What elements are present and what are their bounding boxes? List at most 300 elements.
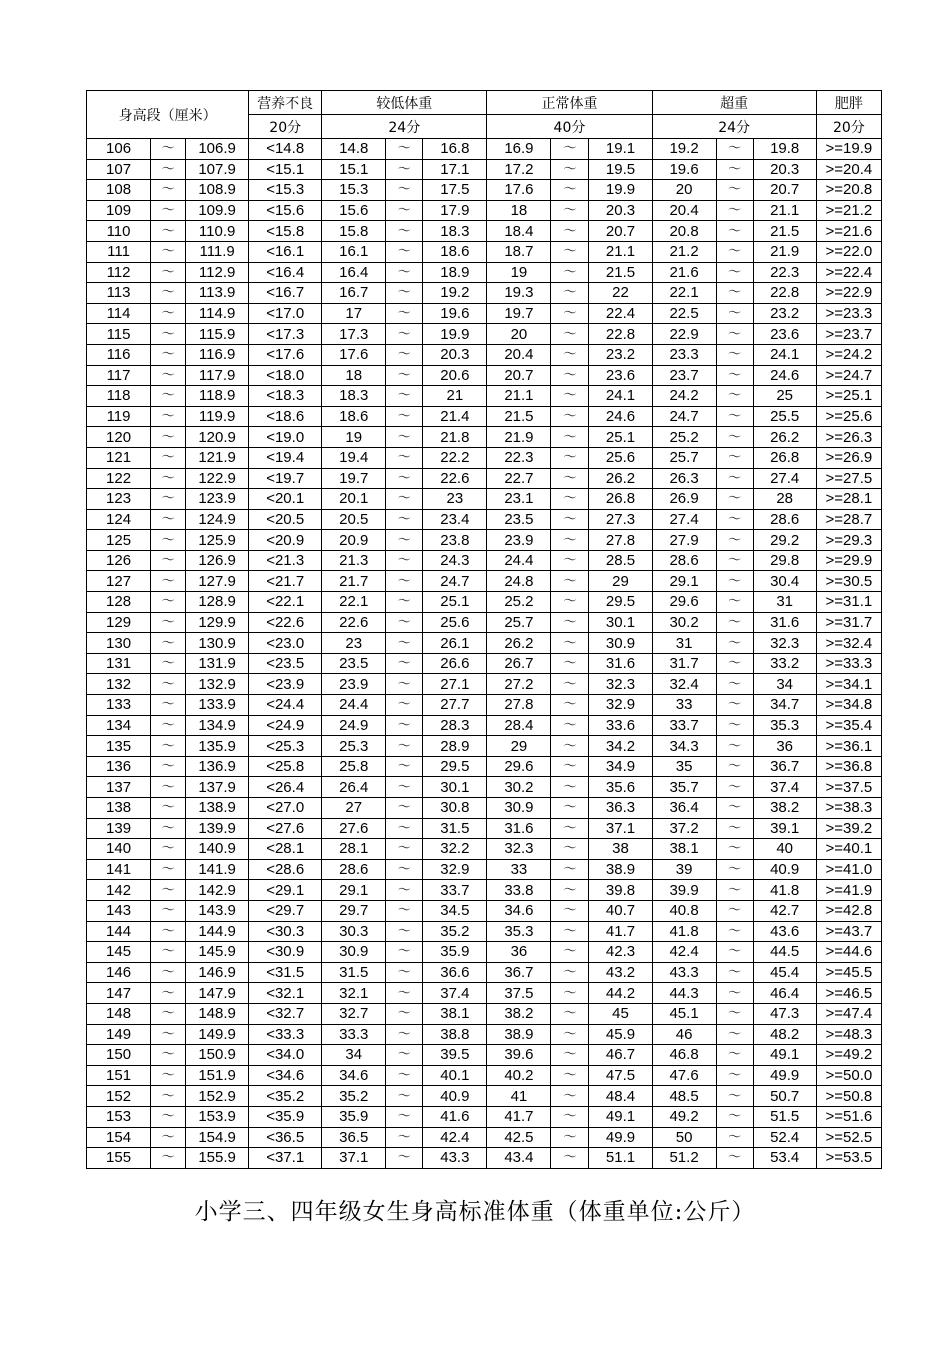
low-weight-min: 34: [322, 1045, 386, 1066]
height-from: 122: [87, 468, 151, 489]
range-separator: ～: [551, 1086, 589, 1107]
normal-weight-max: 29.5: [589, 592, 652, 613]
height-to: 131.9: [186, 653, 249, 674]
range-separator: ～: [386, 386, 423, 407]
normal-weight-max: 49.9: [589, 1127, 652, 1148]
normal-weight-max: 25.1: [589, 427, 652, 448]
normal-weight-max: 22.4: [589, 303, 652, 324]
range-separator: ～: [386, 509, 423, 530]
height-range-header: 身高段（厘米）: [87, 91, 249, 139]
range-separator: ～: [551, 674, 589, 695]
range-separator: ～: [386, 489, 423, 510]
normal-weight-max: 36.3: [589, 798, 652, 819]
table-row: [87, 859, 882, 880]
low-weight-max: 36.6: [423, 962, 487, 983]
low-weight-max: 19.6: [423, 303, 487, 324]
table-row: [87, 200, 882, 221]
overweight-max: 29.2: [753, 530, 816, 551]
overweight-max: 49.1: [753, 1045, 816, 1066]
table-row: [87, 550, 882, 571]
height-to: 146.9: [186, 962, 249, 983]
range-separator: ～: [151, 324, 186, 345]
range-separator: ～: [151, 468, 186, 489]
normal-weight-min: 18.4: [487, 221, 551, 242]
obese-value: >=40.1: [816, 839, 881, 860]
obese-value: >=44.6: [816, 942, 881, 963]
normal-weight-max: 23.2: [589, 344, 652, 365]
range-separator: ～: [151, 777, 186, 798]
range-separator: ～: [151, 1024, 186, 1045]
range-separator: ～: [151, 344, 186, 365]
normal-weight-min: 18: [487, 200, 551, 221]
height-to: 123.9: [186, 489, 249, 510]
low-weight-min: 34.6: [322, 1065, 386, 1086]
normal-weight-max: 33.6: [589, 715, 652, 736]
low-weight-max: 23: [423, 489, 487, 510]
normal-weight-max: 25.6: [589, 447, 652, 468]
range-separator: ～: [551, 612, 589, 633]
normal-weight-max: 43.2: [589, 962, 652, 983]
range-separator: ～: [386, 1024, 423, 1045]
overweight-min: 28.6: [652, 550, 716, 571]
obese-value: >=24.2: [816, 344, 881, 365]
low-weight-max: 31.5: [423, 818, 487, 839]
overweight-min: 45.1: [652, 1003, 716, 1024]
table-row: [87, 592, 882, 613]
overweight-max: 34: [753, 674, 816, 695]
range-separator: ～: [551, 303, 589, 324]
range-separator: ～: [551, 1106, 589, 1127]
range-separator: ～: [386, 736, 423, 757]
table-row: [87, 736, 882, 757]
height-to: 108.9: [186, 180, 249, 201]
low-weight-min: 27: [322, 798, 386, 819]
low-weight-max: 21.4: [423, 406, 487, 427]
height-from: 123: [87, 489, 151, 510]
low-weight-min: 16.1: [322, 241, 386, 262]
range-separator: ～: [386, 468, 423, 489]
normal-weight-min: 33.8: [487, 880, 551, 901]
low-weight-min: 30.3: [322, 921, 386, 942]
normal-weight-min: 29.6: [487, 756, 551, 777]
range-separator: ～: [386, 633, 423, 654]
height-to: 122.9: [186, 468, 249, 489]
height-from: 149: [87, 1024, 151, 1045]
range-separator: ～: [386, 1065, 423, 1086]
height-from: 129: [87, 612, 151, 633]
overweight-max: 21.1: [753, 200, 816, 221]
malnutrition-value: <15.1: [249, 159, 322, 180]
obese-value: >=50.0: [816, 1065, 881, 1086]
normal-weight-max: 38: [589, 839, 652, 860]
overweight-min: 21.6: [652, 262, 716, 283]
range-separator: ～: [716, 406, 753, 427]
range-separator: ～: [386, 1148, 423, 1169]
height-to: 111.9: [186, 241, 249, 262]
height-to: 148.9: [186, 1003, 249, 1024]
range-separator: ～: [551, 1148, 589, 1169]
table-row: [87, 303, 882, 324]
range-separator: ～: [716, 1024, 753, 1045]
overweight-min: 31: [652, 633, 716, 654]
range-separator: ～: [716, 756, 753, 777]
height-to: 152.9: [186, 1086, 249, 1107]
normal-weight-max: 37.1: [589, 818, 652, 839]
range-separator: ～: [151, 715, 186, 736]
malnutrition-value: <19.7: [249, 468, 322, 489]
overweight-min: 29.1: [652, 571, 716, 592]
overweight-min: 26.9: [652, 489, 716, 510]
normal-weight-max: 30.1: [589, 612, 652, 633]
low-weight-min: 24.4: [322, 695, 386, 716]
low-weight-max: 17.5: [423, 180, 487, 201]
low-weight-min: 15.8: [322, 221, 386, 242]
range-separator: ～: [551, 592, 589, 613]
malnutrition-value: <15.6: [249, 200, 322, 221]
malnutrition-value: <19.0: [249, 427, 322, 448]
range-separator: ～: [151, 221, 186, 242]
obese-value: >=32.4: [816, 633, 881, 654]
range-separator: ～: [551, 344, 589, 365]
range-separator: ～: [386, 756, 423, 777]
height-to: 141.9: [186, 859, 249, 880]
normal-weight-max: 26.8: [589, 489, 652, 510]
range-separator: ～: [551, 509, 589, 530]
table-row: [87, 530, 882, 551]
malnutrition-value: <37.1: [249, 1148, 322, 1169]
low-weight-min: 14.8: [322, 139, 386, 160]
height-to: 136.9: [186, 756, 249, 777]
height-to: 134.9: [186, 715, 249, 736]
overweight-max: 26.2: [753, 427, 816, 448]
low-weight-max: 21.8: [423, 427, 487, 448]
low-weight-max: 21: [423, 386, 487, 407]
overweight-min: 51.2: [652, 1148, 716, 1169]
obese-value: >=45.5: [816, 962, 881, 983]
malnutrition-value: <36.5: [249, 1127, 322, 1148]
normal-weight-min: 21.9: [487, 427, 551, 448]
normal-weight-min: 28.4: [487, 715, 551, 736]
malnutrition-value: <26.4: [249, 777, 322, 798]
range-separator: ～: [386, 241, 423, 262]
malnutrition-value: <32.7: [249, 1003, 322, 1024]
table-row: [87, 489, 882, 510]
range-separator: ～: [386, 900, 423, 921]
table-row: [87, 365, 882, 386]
low-weight-max: 32.9: [423, 859, 487, 880]
range-separator: ～: [386, 324, 423, 345]
range-separator: ～: [386, 921, 423, 942]
obese-value: >=28.1: [816, 489, 881, 510]
height-from: 117: [87, 365, 151, 386]
low-weight-min: 15.1: [322, 159, 386, 180]
range-separator: ～: [716, 1003, 753, 1024]
range-separator: ～: [386, 283, 423, 304]
height-to: 126.9: [186, 550, 249, 571]
overweight-max: 32.3: [753, 633, 816, 654]
height-from: 109: [87, 200, 151, 221]
normal-weight-max: 31.6: [589, 653, 652, 674]
range-separator: ～: [716, 942, 753, 963]
range-separator: ～: [716, 200, 753, 221]
obese-value: >=20.8: [816, 180, 881, 201]
height-to: 145.9: [186, 942, 249, 963]
overweight-min: 43.3: [652, 962, 716, 983]
malnutrition-value: <16.7: [249, 283, 322, 304]
height-from: 116: [87, 344, 151, 365]
normal-weight-max: 49.1: [589, 1106, 652, 1127]
normal-weight-max: 20.3: [589, 200, 652, 221]
overweight-min: 22.1: [652, 283, 716, 304]
malnutrition-value: <17.3: [249, 324, 322, 345]
malnutrition-value: <27.6: [249, 818, 322, 839]
obese-value: >=20.4: [816, 159, 881, 180]
overweight-min: 39: [652, 859, 716, 880]
normal-weight-min: 18.7: [487, 241, 551, 262]
range-separator: ～: [716, 674, 753, 695]
normal-weight-max: 32.9: [589, 695, 652, 716]
range-separator: ～: [551, 406, 589, 427]
overweight-min: 36.4: [652, 798, 716, 819]
overweight-max: 22.3: [753, 262, 816, 283]
low-weight-max: 35.9: [423, 942, 487, 963]
low-weight-min: 15.3: [322, 180, 386, 201]
normal-weight-max: 26.2: [589, 468, 652, 489]
low-weight-min: 29.7: [322, 900, 386, 921]
normal-weight-min: 17.6: [487, 180, 551, 201]
overweight-min: 40.8: [652, 900, 716, 921]
low-weight-max: 27.1: [423, 674, 487, 695]
low-weight-min: 19.4: [322, 447, 386, 468]
overweight-max: 47.3: [753, 1003, 816, 1024]
range-separator: ～: [151, 139, 186, 160]
range-separator: ～: [551, 550, 589, 571]
table-row: [87, 1106, 882, 1127]
range-separator: ～: [551, 695, 589, 716]
normal-weight-max: 44.2: [589, 983, 652, 1004]
height-to: 128.9: [186, 592, 249, 613]
low-weight-max: 27.7: [423, 695, 487, 716]
height-from: 141: [87, 859, 151, 880]
obese-value: >=43.7: [816, 921, 881, 942]
normal-weight-max: 34.9: [589, 756, 652, 777]
height-to: 143.9: [186, 900, 249, 921]
overweight-min: 19.6: [652, 159, 716, 180]
overweight-max: 40.9: [753, 859, 816, 880]
range-separator: ～: [386, 571, 423, 592]
malnutrition-score: 20分: [249, 115, 322, 139]
height-from: 113: [87, 283, 151, 304]
low-weight-min: 24.9: [322, 715, 386, 736]
range-separator: ～: [551, 139, 589, 160]
table-row: [87, 221, 882, 242]
malnutrition-value: <14.8: [249, 139, 322, 160]
normal-weight-max: 22.8: [589, 324, 652, 345]
table-row: [87, 1148, 882, 1169]
range-separator: ～: [551, 365, 589, 386]
normal-weight-max: 24.6: [589, 406, 652, 427]
normal-weight-min: 21.5: [487, 406, 551, 427]
normal-weight-min: 20.7: [487, 365, 551, 386]
obese-value: >=38.3: [816, 798, 881, 819]
malnutrition-value: <20.5: [249, 509, 322, 530]
low-weight-min: 27.6: [322, 818, 386, 839]
normal-weight-min: 26.2: [487, 633, 551, 654]
range-separator: ～: [151, 1065, 186, 1086]
range-separator: ～: [151, 509, 186, 530]
range-separator: ～: [551, 489, 589, 510]
range-separator: ～: [716, 715, 753, 736]
overweight-max: 37.4: [753, 777, 816, 798]
low-weight-min: 17.6: [322, 344, 386, 365]
range-separator: ～: [151, 303, 186, 324]
overweight-max: 20.3: [753, 159, 816, 180]
obese-value: >=37.5: [816, 777, 881, 798]
range-separator: ～: [716, 1065, 753, 1086]
low-weight-max: 22.6: [423, 468, 487, 489]
table-row: [87, 942, 882, 963]
normal-weight-max: 30.9: [589, 633, 652, 654]
normal-weight-min: 19: [487, 262, 551, 283]
table-row: [87, 695, 882, 716]
range-separator: ～: [716, 241, 753, 262]
malnutrition-value: <35.9: [249, 1106, 322, 1127]
table-row: [87, 1127, 882, 1148]
height-from: 111: [87, 241, 151, 262]
low-weight-min: 21.7: [322, 571, 386, 592]
normal-weight-max: 34.2: [589, 736, 652, 757]
malnutrition-value: <20.9: [249, 530, 322, 551]
height-from: 131: [87, 653, 151, 674]
range-separator: ～: [716, 365, 753, 386]
height-from: 146: [87, 962, 151, 983]
normal-weight-max: 28.5: [589, 550, 652, 571]
normal-weight-max: 27.8: [589, 530, 652, 551]
overweight-max: 28: [753, 489, 816, 510]
low-weight-max: 25.6: [423, 612, 487, 633]
height-from: 135: [87, 736, 151, 757]
malnutrition-value: <22.6: [249, 612, 322, 633]
height-to: 120.9: [186, 427, 249, 448]
table-row: [87, 159, 882, 180]
range-separator: ～: [716, 612, 753, 633]
malnutrition-value: <23.0: [249, 633, 322, 654]
overweight-min: 50: [652, 1127, 716, 1148]
overweight-max: 21.5: [753, 221, 816, 242]
overweight-max: 43.6: [753, 921, 816, 942]
height-to: 155.9: [186, 1148, 249, 1169]
overweight-max: 23.2: [753, 303, 816, 324]
range-separator: ～: [151, 839, 186, 860]
range-separator: ～: [551, 633, 589, 654]
overweight-min: 47.6: [652, 1065, 716, 1086]
normal-weight-min: 34.6: [487, 900, 551, 921]
height-from: 115: [87, 324, 151, 345]
height-from: 137: [87, 777, 151, 798]
obese-value: >=26.9: [816, 447, 881, 468]
malnutrition-value: <19.4: [249, 447, 322, 468]
range-separator: ～: [716, 139, 753, 160]
overweight-max: 27.4: [753, 468, 816, 489]
range-separator: ～: [151, 962, 186, 983]
range-separator: ～: [551, 468, 589, 489]
overweight-max: 49.9: [753, 1065, 816, 1086]
overweight-max: 50.7: [753, 1086, 816, 1107]
range-separator: ～: [386, 653, 423, 674]
normal-weight-header: 正常体重: [487, 91, 652, 115]
range-separator: ～: [716, 344, 753, 365]
obese-value: >=25.6: [816, 406, 881, 427]
range-separator: ～: [716, 736, 753, 757]
range-separator: ～: [716, 777, 753, 798]
malnutrition-value: <16.4: [249, 262, 322, 283]
height-to: 138.9: [186, 798, 249, 819]
normal-weight-min: 36.7: [487, 962, 551, 983]
low-weight-min: 32.1: [322, 983, 386, 1004]
range-separator: ～: [551, 839, 589, 860]
overweight-max: 23.6: [753, 324, 816, 345]
malnutrition-value: <28.6: [249, 859, 322, 880]
range-separator: ～: [151, 633, 186, 654]
obese-value: >=27.5: [816, 468, 881, 489]
overweight-max: 29.8: [753, 550, 816, 571]
table-row: [87, 983, 882, 1004]
range-separator: ～: [551, 1045, 589, 1066]
overweight-max: 20.7: [753, 180, 816, 201]
range-separator: ～: [716, 530, 753, 551]
obese-value: >=48.3: [816, 1024, 881, 1045]
normal-weight-max: 19.5: [589, 159, 652, 180]
overweight-max: 25.5: [753, 406, 816, 427]
height-from: 151: [87, 1065, 151, 1086]
range-separator: ～: [386, 159, 423, 180]
range-separator: ～: [716, 962, 753, 983]
overweight-min: 21.2: [652, 241, 716, 262]
overweight-max: 38.2: [753, 798, 816, 819]
table-row: [87, 1003, 882, 1024]
normal-weight-min: 37.5: [487, 983, 551, 1004]
height-from: 153: [87, 1106, 151, 1127]
low-weight-min: 18.3: [322, 386, 386, 407]
height-from: 133: [87, 695, 151, 716]
range-separator: ～: [386, 406, 423, 427]
range-separator: ～: [151, 818, 186, 839]
range-separator: ～: [151, 159, 186, 180]
low-weight-max: 20.3: [423, 344, 487, 365]
normal-weight-min: 31.6: [487, 818, 551, 839]
height-from: 143: [87, 900, 151, 921]
obese-value: >=34.8: [816, 695, 881, 716]
overweight-max: 53.4: [753, 1148, 816, 1169]
table-row: [87, 653, 882, 674]
obese-value: >=30.5: [816, 571, 881, 592]
range-separator: ～: [551, 262, 589, 283]
low-weight-max: 34.5: [423, 900, 487, 921]
malnutrition-value: <29.1: [249, 880, 322, 901]
range-separator: ～: [386, 530, 423, 551]
low-weight-min: 20.1: [322, 489, 386, 510]
malnutrition-value: <27.0: [249, 798, 322, 819]
table-row: [87, 612, 882, 633]
range-separator: ～: [151, 386, 186, 407]
overweight-min: 42.4: [652, 942, 716, 963]
range-separator: ～: [716, 633, 753, 654]
overweight-max: 36: [753, 736, 816, 757]
normal-weight-min: 23.9: [487, 530, 551, 551]
low-weight-max: 38.1: [423, 1003, 487, 1024]
height-to: 130.9: [186, 633, 249, 654]
overweight-min: 33.7: [652, 715, 716, 736]
